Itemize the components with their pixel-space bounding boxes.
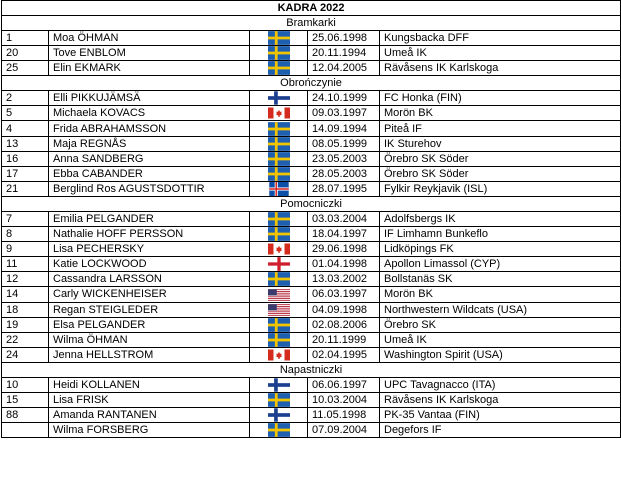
player-row (2, 61, 621, 76)
player-club: Piteå IF (380, 121, 621, 136)
player-row (2, 136, 621, 151)
flag-cell (250, 392, 308, 407)
sheet-title: KADRA 2022 (2, 1, 621, 16)
player-club: Kungsbacka DFF (380, 31, 621, 46)
flag-cell (250, 166, 308, 181)
flag-cell (250, 347, 308, 362)
flag-cell (250, 257, 308, 272)
player-name: Elsa PELGANDER (49, 317, 250, 332)
section-title: Obrończynie (2, 76, 621, 91)
canada-flag-icon (268, 348, 290, 362)
player-club: Apollon Limassol (CYP) (380, 257, 621, 272)
player-number: 1 (2, 31, 49, 46)
player-name: Cassandra LARSSON (49, 272, 250, 287)
sweden-flag-icon (268, 318, 290, 332)
flag-cell (250, 227, 308, 242)
player-row (2, 211, 621, 226)
title-row (2, 1, 621, 16)
player-number: 17 (2, 166, 49, 181)
iceland-flag-icon (268, 182, 290, 196)
player-name: Katie LOCKWOOD (49, 257, 250, 272)
player-number: 5 (2, 106, 49, 121)
player-birthdate: 25.06.1998 (308, 31, 380, 46)
player-club: Morön BK (380, 287, 621, 302)
player-row (2, 272, 621, 287)
player-club: Washington Spirit (USA) (380, 347, 621, 362)
player-birthdate: 07.09.2004 (308, 423, 380, 438)
player-number: 88 (2, 408, 49, 423)
flag-cell (250, 302, 308, 317)
player-club: Örebro SK Söder (380, 151, 621, 166)
player-birthdate: 13.03.2002 (308, 272, 380, 287)
player-row (2, 106, 621, 121)
player-row (2, 302, 621, 317)
player-number: 21 (2, 181, 49, 196)
sweden-flag-icon (268, 167, 290, 181)
roster-table (1, 0, 621, 438)
flag-cell (250, 242, 308, 257)
player-name: Maja REGNÅS (49, 136, 250, 151)
player-club: PK-35 Vantaa (FIN) (380, 408, 621, 423)
player-club: Rävåsens IK Karlskoga (380, 61, 621, 76)
player-name: Berglind Ros AGUSTSDOTTIR (49, 181, 250, 196)
player-birthdate: 02.08.2006 (308, 317, 380, 332)
player-birthdate: 28.07.1995 (308, 181, 380, 196)
player-number: 4 (2, 121, 49, 136)
player-club: Umeå IK (380, 332, 621, 347)
section-title: Napastniczki (2, 362, 621, 377)
player-birthdate: 11.05.1998 (308, 408, 380, 423)
flag-cell (250, 408, 308, 423)
sweden-flag-icon (268, 423, 290, 437)
player-number: 2 (2, 91, 49, 106)
flag-cell (250, 181, 308, 196)
player-name: Moa ÖHMAN (49, 31, 250, 46)
player-birthdate: 06.06.1997 (308, 377, 380, 392)
player-row (2, 181, 621, 196)
player-birthdate: 01.04.1998 (308, 257, 380, 272)
player-row (2, 121, 621, 136)
player-number: 25 (2, 61, 49, 76)
player-birthdate: 06.03.1997 (308, 287, 380, 302)
player-row (2, 423, 621, 438)
player-club: Rävåsens IK Karlskoga (380, 392, 621, 407)
flag-cell (250, 272, 308, 287)
player-birthdate: 04.09.1998 (308, 302, 380, 317)
sweden-flag-icon (268, 333, 290, 347)
player-club: Northwestern Wildcats (USA) (380, 302, 621, 317)
usa-flag-icon (268, 303, 290, 317)
player-name: Anna SANDBERG (49, 151, 250, 166)
section-title: Bramkarki (2, 16, 621, 31)
player-name: Wilma ÖHMAN (49, 332, 250, 347)
player-number: 10 (2, 377, 49, 392)
player-number: 8 (2, 227, 49, 242)
player-row (2, 31, 621, 46)
section-header-row (2, 196, 621, 211)
player-club: Adolfsbergs IK (380, 211, 621, 226)
player-name: Emilia PELGANDER (49, 211, 250, 226)
usa-flag-icon (268, 288, 290, 302)
player-name: Lisa FRISK (49, 392, 250, 407)
player-row (2, 392, 621, 407)
flag-cell (250, 61, 308, 76)
player-name: Heidi KOLLANEN (49, 377, 250, 392)
player-number: 19 (2, 317, 49, 332)
player-number: 24 (2, 347, 49, 362)
player-club: Bollstanäs SK (380, 272, 621, 287)
player-club: Örebro SK (380, 317, 621, 332)
flag-cell (250, 287, 308, 302)
player-birthdate: 14.09.1994 (308, 121, 380, 136)
finland-flag-icon (268, 378, 290, 392)
player-birthdate: 09.03.1997 (308, 106, 380, 121)
player-row (2, 227, 621, 242)
player-row (2, 377, 621, 392)
sweden-flag-icon (268, 61, 290, 75)
player-row (2, 166, 621, 181)
sweden-flag-icon (268, 137, 290, 151)
player-birthdate: 02.04.1995 (308, 347, 380, 362)
canada-flag-icon (268, 106, 290, 120)
flag-cell (250, 121, 308, 136)
player-number: 14 (2, 287, 49, 302)
sweden-flag-icon (268, 393, 290, 407)
player-row (2, 317, 621, 332)
flag-cell (250, 317, 308, 332)
flag-cell (250, 211, 308, 226)
player-row (2, 151, 621, 166)
player-number: 16 (2, 151, 49, 166)
player-row (2, 242, 621, 257)
player-number (2, 423, 49, 438)
player-row (2, 46, 621, 61)
player-number: 9 (2, 242, 49, 257)
player-name: Michaela KOVACS (49, 106, 250, 121)
flag-cell (250, 136, 308, 151)
player-row (2, 257, 621, 272)
sweden-flag-icon (268, 31, 290, 45)
flag-cell (250, 46, 308, 61)
flag-cell (250, 151, 308, 166)
player-name: Elli PIKKUJÄMSÄ (49, 91, 250, 106)
flag-cell (250, 332, 308, 347)
player-birthdate: 20.11.1994 (308, 46, 380, 61)
player-club: UPC Tavagnacco (ITA) (380, 377, 621, 392)
flag-cell (250, 423, 308, 438)
player-name: Wilma FORSBERG (49, 423, 250, 438)
flag-cell (250, 106, 308, 121)
sweden-flag-icon (268, 272, 290, 286)
player-club: IK Sturehov (380, 136, 621, 151)
player-club: Degefors IF (380, 423, 621, 438)
player-number: 15 (2, 392, 49, 407)
player-number: 20 (2, 46, 49, 61)
player-birthdate: 10.03.2004 (308, 392, 380, 407)
player-name: Elin EKMARK (49, 61, 250, 76)
player-birthdate: 03.03.2004 (308, 211, 380, 226)
player-number: 7 (2, 211, 49, 226)
player-number: 18 (2, 302, 49, 317)
sweden-flag-icon (268, 212, 290, 226)
player-row (2, 332, 621, 347)
player-birthdate: 24.10.1999 (308, 91, 380, 106)
player-birthdate: 29.06.1998 (308, 242, 380, 257)
section-header-row (2, 76, 621, 91)
section-header-row (2, 16, 621, 31)
player-club: Örebro SK Söder (380, 166, 621, 181)
player-name: Amanda RANTANEN (49, 408, 250, 423)
player-name: Frida ABRAHAMSSON (49, 121, 250, 136)
player-club: IF Limhamn Bunkeflo (380, 227, 621, 242)
player-name: Nathalie HOFF PERSSON (49, 227, 250, 242)
player-club: Fylkir Reykjavik (ISL) (380, 181, 621, 196)
player-club: Lidköpings FK (380, 242, 621, 257)
flag-cell (250, 377, 308, 392)
player-birthdate: 23.05.2003 (308, 151, 380, 166)
player-number: 22 (2, 332, 49, 347)
sweden-flag-icon (268, 46, 290, 60)
player-number: 12 (2, 272, 49, 287)
player-club: FC Honka (FIN) (380, 91, 621, 106)
sweden-flag-icon (268, 122, 290, 136)
player-row (2, 91, 621, 106)
player-name: Lisa PECHERSKY (49, 242, 250, 257)
player-row (2, 408, 621, 423)
player-name: Ebba CABANDER (49, 166, 250, 181)
player-birthdate: 18.04.1997 (308, 227, 380, 242)
player-number: 13 (2, 136, 49, 151)
flag-cell (250, 91, 308, 106)
player-club: Morön BK (380, 106, 621, 121)
section-title: Pomocniczki (2, 196, 621, 211)
player-name: Carly WICKENHEISER (49, 287, 250, 302)
player-name: Tove ENBLOM (49, 46, 250, 61)
flag-cell (250, 31, 308, 46)
section-header-row (2, 362, 621, 377)
canada-flag-icon (268, 242, 290, 256)
sweden-flag-icon (268, 152, 290, 166)
player-club: Umeå IK (380, 46, 621, 61)
england-flag-icon (268, 257, 290, 271)
finland-flag-icon (268, 91, 290, 105)
roster-body (2, 1, 621, 438)
player-birthdate: 28.05.2003 (308, 166, 380, 181)
finland-flag-icon (268, 408, 290, 422)
player-row (2, 347, 621, 362)
player-row (2, 287, 621, 302)
player-number: 11 (2, 257, 49, 272)
player-birthdate: 20.11.1999 (308, 332, 380, 347)
sweden-flag-icon (268, 227, 290, 241)
player-name: Jenna HELLSTROM (49, 347, 250, 362)
player-birthdate: 08.05.1999 (308, 136, 380, 151)
player-name: Regan STEIGLEDER (49, 302, 250, 317)
player-birthdate: 12.04.2005 (308, 61, 380, 76)
